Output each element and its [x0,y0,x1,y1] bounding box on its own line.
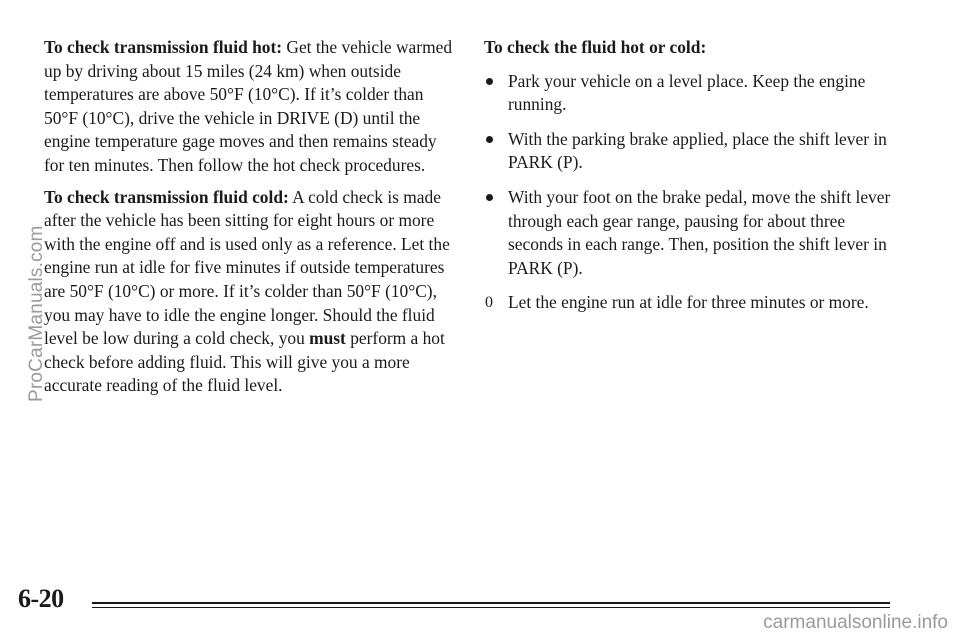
cold-check-lead: To check transmission fluid cold: [44,186,289,207]
procedure-step-text: With the parking brake applied, place the shift lever in PARK (P). [508,128,887,173]
procedure-step [484,291,894,315]
bullet-icon [486,78,493,85]
right-column [484,36,894,326]
bottom-watermark: carmanualsonline.info [763,612,948,633]
step-marker: 0 [485,294,493,312]
procedure-step-text: With your foot on the brake pedal, move the shift lever through each gear range, pausing for about three seconds in each range. Then, position the shift lever in PARK (P). [508,186,891,278]
footer-rule-thin [92,607,890,608]
side-watermark: ProCarManuals.com [26,225,47,402]
cold-check-text-before: A cold check is made after the vehicle has been sitting for eight hours or more with the engine off and is used only as a reference. Let the engine run at idle for five minutes if outside temperatures are 50°F (10°C) or more. If it’s colder than 50°F (10°C), you may have to idle the engine longer. Should the fluid level be low during a cold check, you [44,186,450,349]
left-column [44,36,454,406]
page-number: 6-20 [18,584,64,613]
procedure-step-text: Let the engine run at idle for three minutes or more. [508,292,869,313]
hot-check-text: Get the vehicle warmed up by driving about 15 miles (24 km) when outside temperatures are above 50°F (10°C). If it’s colder than 50°F (10°C), drive the vehicle in DRIVE (D) until the engine temperature gage moves and then remains steady for ten minutes. Then follow the hot check procedures. [44,37,453,175]
procedure-steps-list [484,70,894,315]
bullet-icon [486,136,493,143]
procedure-step [484,70,894,117]
procedure-heading: To check the fluid hot or cold: [484,37,707,57]
cold-check-text-after: perform a hot check before adding fluid. This will give you a more accurate reading of the fluid level. [44,328,445,396]
procedure-step-text: Park your vehicle on a level place. Keep the engine running. [508,70,866,115]
hot-check-lead: To check transmission fluid hot: [44,37,283,57]
procedure-step [484,128,894,175]
procedure-step [484,186,894,280]
footer-rule [92,602,890,604]
cold-check-emphasis: must [309,328,346,349]
hot-check-paragraph [44,36,454,178]
bullet-icon [486,194,493,201]
cold-check-paragraph [44,186,454,398]
